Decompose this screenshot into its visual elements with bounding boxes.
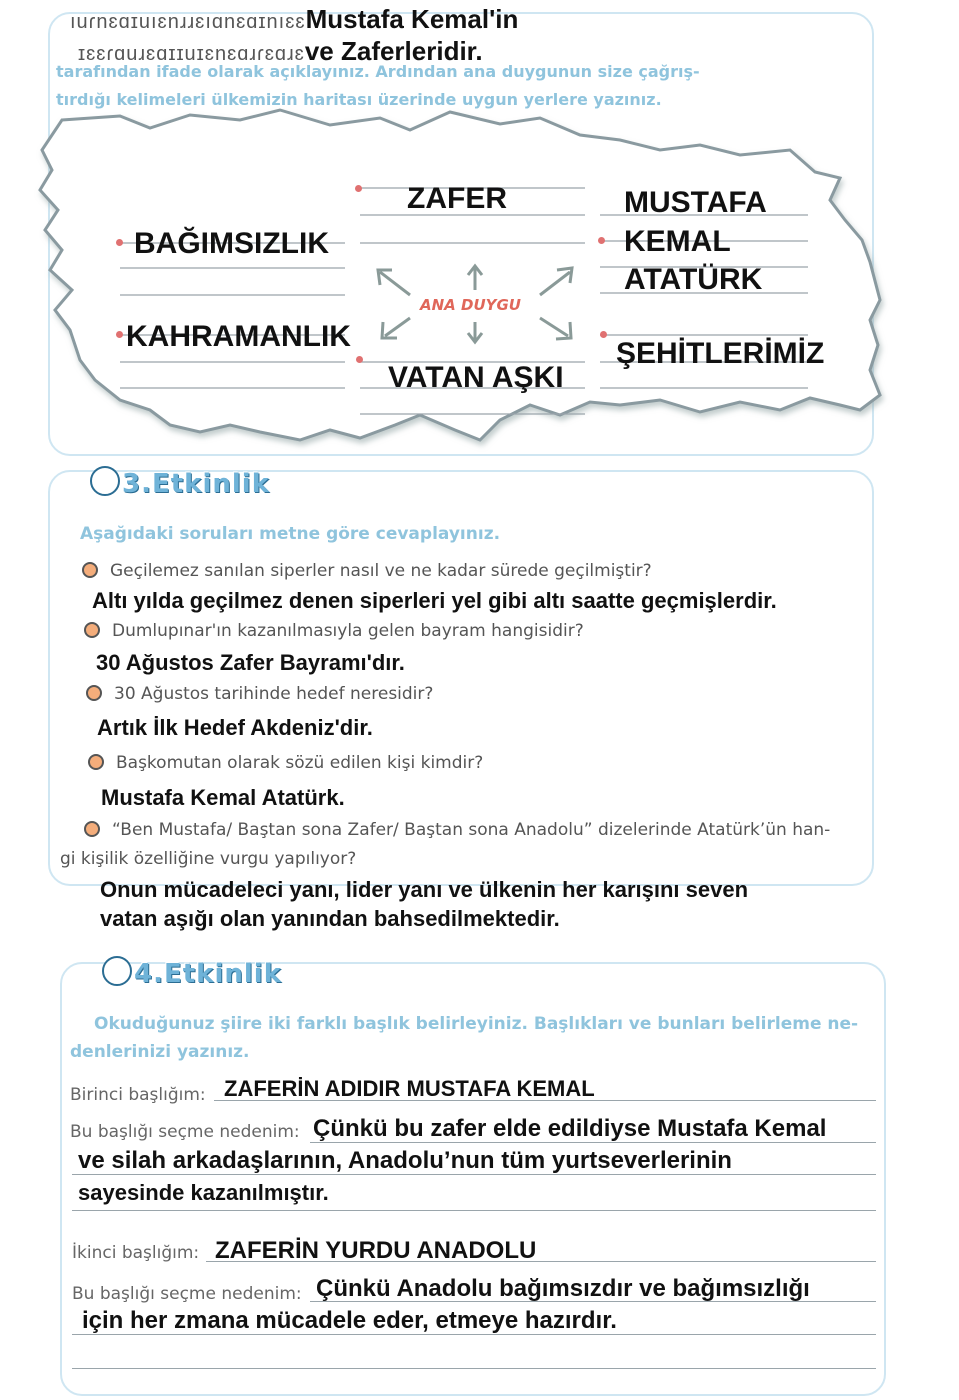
- pin-vatan-aski: [356, 356, 363, 363]
- reason2-text-2: için her zmana mücadele eder, etmeye hazırdır.: [82, 1307, 617, 1334]
- activity3-badge-icon: [90, 466, 120, 496]
- q4-text: Başkomutan olarak sözü edilen kişi kimdir?: [116, 753, 484, 773]
- question-bullet-5: [84, 821, 100, 837]
- question-bullet-3: [86, 685, 102, 701]
- activity4-instruction-2: denlerinizi yazınız.: [70, 1042, 250, 1062]
- activity3-answer-2: 30 Ağustos Zafer Bayramı'dır.: [96, 650, 405, 675]
- question-bullet-1: [82, 562, 98, 578]
- second-title-label: İkinci başlığım:: [72, 1243, 200, 1263]
- activity3-question-1: [82, 561, 652, 581]
- reason1-text-1: Çünkü bu zafer elde edildiyse Mustafa Kemal: [313, 1115, 827, 1142]
- activity3-answer-5-line1: Onun mücadeleci yanı, lider yanı ve ülkenin her karışını seven: [100, 877, 749, 902]
- map-word-mk-3: ATATÜRK: [624, 263, 763, 296]
- pin-sehitlerimiz: [600, 331, 607, 338]
- map-word-mk-1: MUSTAFA: [624, 186, 767, 219]
- activity3-question-5-cont: gi kişilik özelliğine vurgu yapılıyor?: [60, 849, 357, 869]
- reason1-text-2: ve silah arkadaşlarının, Anadolu’nun tüm yurtseverlerinin: [78, 1147, 732, 1174]
- activity3-question-5: [84, 820, 830, 840]
- activity3-badge: [90, 466, 270, 499]
- activity3-answer-1: Altı yılda geçilmez denen siperleri yel gibi altı saatte geçmişlerdir.: [92, 588, 777, 613]
- map-word-vatan-aski: VATAN AŞKI: [388, 361, 564, 394]
- activity3-question-4: [88, 753, 483, 773]
- reason1-line-3: [72, 1210, 876, 1211]
- top-instruction-1: tarafından ifade olarak açıklayınız. Ardından ana duygunun size çağrış-: [56, 62, 700, 81]
- reason-label-2: Bu başlığı seçme nedenim:: [72, 1284, 302, 1304]
- question-bullet-4: [88, 754, 104, 770]
- second-title-value: ZAFERİN YURDU ANADOLU: [215, 1237, 537, 1264]
- pin-bagimsizlik: [116, 239, 123, 246]
- map-center-label: ANA DUYGU: [420, 296, 521, 314]
- first-title-value: ZAFERİN ADIDIR MUSTAFA KEMAL: [224, 1076, 595, 1101]
- pin-mustafa-kemal: [598, 237, 605, 244]
- overlay-text-1-value: Mustafa Kemal'in: [305, 4, 519, 34]
- overlay-text-2-value: ve Zaferleridir.: [304, 36, 483, 66]
- map-word-kahramanlik: KAHRAMANLIK: [126, 320, 351, 353]
- q1-text: Geçilemez sanılan siperler nasıl ve ne kadar sürede geçilmiştir?: [110, 561, 652, 581]
- q5-text-1: “Ben Mustafa/ Baştan sona Zafer/ Baştan sona Anadolu” dizelerinde Atatürk’ün han-: [112, 820, 831, 840]
- top-instruction-2: tırdığı kelimeleri ülkemizin haritası üzerinde uygun yerlere yazınız.: [56, 90, 662, 109]
- activity4-badge: [102, 956, 282, 989]
- activity3-question-3: [86, 684, 433, 704]
- q2-text: Dumlupınar'ın kazanılmasıyla gelen bayram hangisidir?: [112, 621, 584, 641]
- activity3-answer-3: Artık İlk Hedef Akdeniz'dir.: [97, 715, 373, 740]
- activity4-instruction-1: Okuduğunuz şiire iki farklı başlık belirleyiniz. Başlıkları ve bunları belirleme ne-: [94, 1014, 859, 1034]
- map-word-zafer: ZAFER: [407, 182, 507, 215]
- q3-text: 30 Ağustos tarihinde hedef neresidir?: [114, 684, 434, 704]
- scribble-text-2: ɪɛɛɾɑuɹɛɑɪɪuɪɛnɛɑɹɾɛɑɹɛ: [78, 43, 305, 65]
- reason1-text-3: sayesinde kazanılmıştır.: [78, 1180, 329, 1205]
- activity4-badge-icon: [102, 956, 132, 986]
- reason2-line-3: [72, 1368, 876, 1369]
- activity3-question-2: [84, 621, 584, 641]
- pin-kahramanlik: [116, 331, 123, 338]
- activity3-badge-text: 3.Etkinlik: [122, 469, 270, 499]
- activity3-answer-5-line2: vatan aşığı olan yanından bahsedilmektedir.: [100, 906, 560, 931]
- pin-zafer: [355, 185, 362, 192]
- map-word-mk-2: KEMAL: [624, 225, 731, 258]
- question-bullet-2: [84, 622, 100, 638]
- map-word-bagimsizlik: BAĞIMSIZLIK: [134, 227, 329, 260]
- activity3-instruction: Aşağıdaki soruları metne göre cevaplayınız.: [80, 524, 501, 544]
- reason2-text-1: Çünkü Anadolu bağımsızdır ve bağımsızlığı: [316, 1275, 810, 1302]
- activity3-answer-4: Mustafa Kemal Atatürk.: [101, 785, 345, 810]
- first-title-label: Birinci başlığım:: [70, 1085, 206, 1105]
- scribble-text: ıuɾnɛɑɪuıɛnɹɹɛıɑnɛɑɪnıɛɛ: [70, 11, 306, 33]
- activity4-badge-text: 4.Etkinlik: [134, 959, 282, 989]
- reason-label-1: Bu başlığı seçme nedenim:: [70, 1122, 300, 1142]
- map-word-sehitlerimiz: ŞEHİTLERİMİZ: [616, 337, 825, 370]
